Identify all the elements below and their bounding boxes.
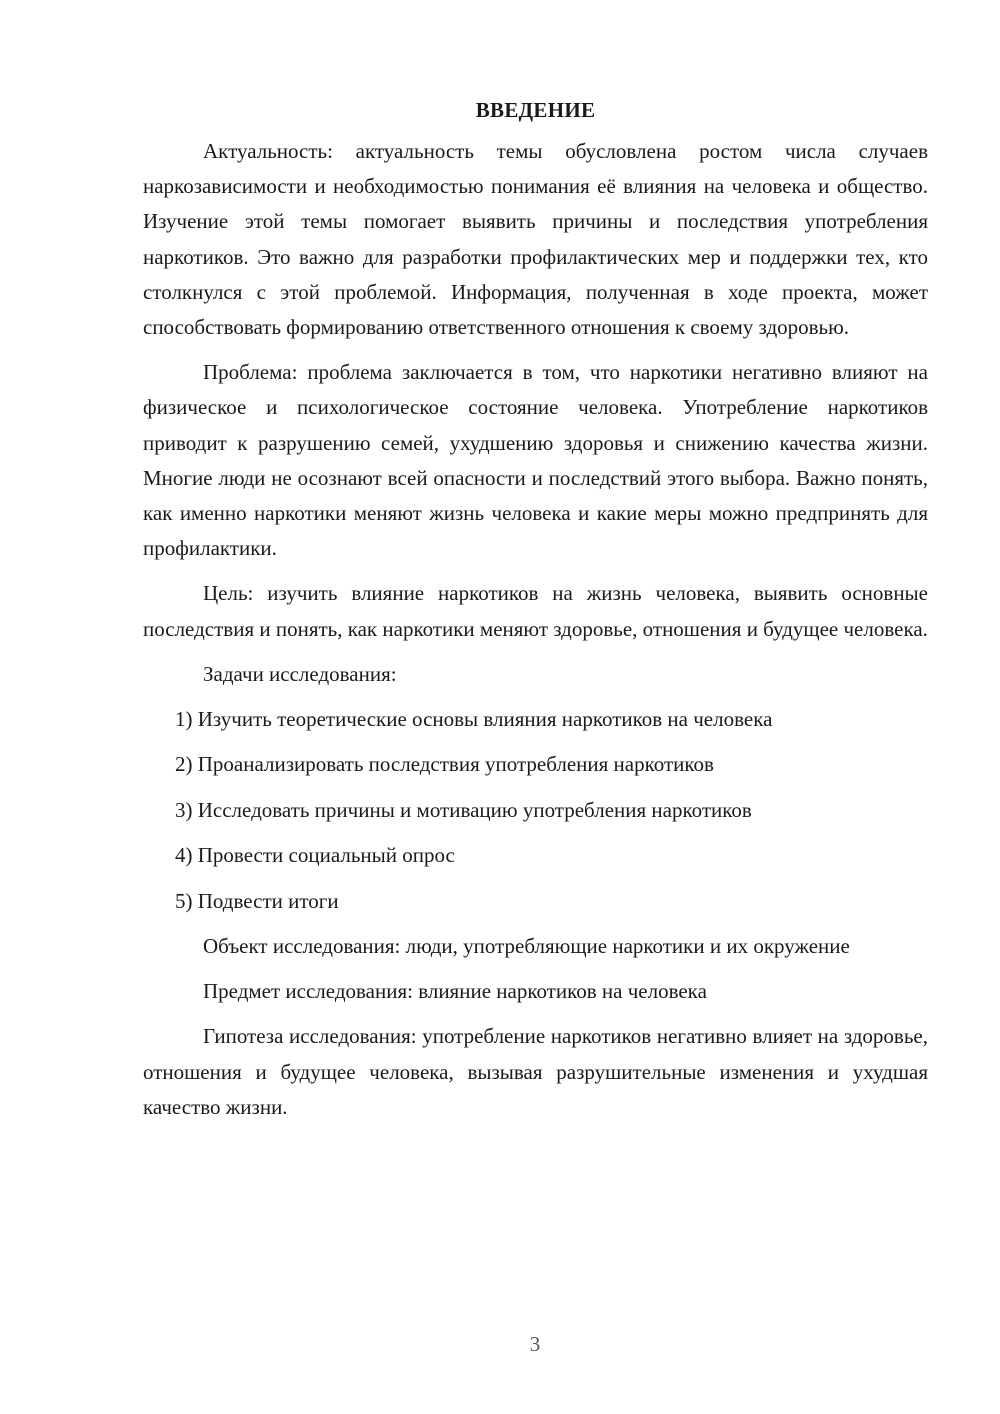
hypothesis-paragraph: Гипотеза исследования: употребление наркотиков негативно влияет на здоровье, отношения и будущее человека, вызывая разрушительные изменения и ухудшая качество жизни. <box>143 1024 928 1119</box>
problem-paragraph: Проблема: проблема заключается в том, что наркотики негативно влияют на физическое и психологическое состояние человека. Употребление наркотиков приводит к разрушению семей, ухудшению здоровья и снижению качества жизни. Многие люди не осознают всей опасности и последствий этого выбора. Важно понять, как именно наркотики меняют жизнь человека и какие меры можно предпринять для профилактики. <box>143 360 928 561</box>
subject-paragraph: Предмет исследования: влияние наркотиков на человека <box>203 979 707 1004</box>
page-number: 3 <box>529 1332 541 1356</box>
task-item: 3) Исследовать причины и мотивацию употребления наркотиков <box>175 797 752 822</box>
task-item: 4) Провести социальный опрос <box>175 843 455 868</box>
page-title: ВВЕДЕНИЕ <box>475 98 596 122</box>
task-item: 1) Изучить теоретические основы влияния наркотиков на человека <box>175 707 773 732</box>
object-paragraph: Объект исследования: люди, употребляющие наркотики и их окружение <box>203 934 850 958</box>
tasks-heading: Задачи исследования: <box>203 661 397 686</box>
relevance-paragraph: Актуальность: актуальность темы обусловлена ростом числа случаев наркозависимости и необходимостью понимания её влияния на человека и общество. Изучение этой темы помогает выявить причины и последствия употребления наркотиков. Это важно для разработки профилактических мер и поддержки тех, кто столкнулся с этой проблемой. Информация, полученная в ходе проекта, может способствовать формированию ответственного отношения к своему здоровью. <box>143 139 928 340</box>
document-body <box>143 93 928 1135</box>
task-item: 2) Проанализировать последствия употребления наркотиков <box>175 752 714 777</box>
task-item: 5) Подвести итоги <box>175 888 339 913</box>
goal-paragraph: Цель: изучить влияние наркотиков на жизнь человека, выявить основные последствия и понять, как наркотики меняют здоровье, отношения и будущее человека. <box>143 581 928 641</box>
